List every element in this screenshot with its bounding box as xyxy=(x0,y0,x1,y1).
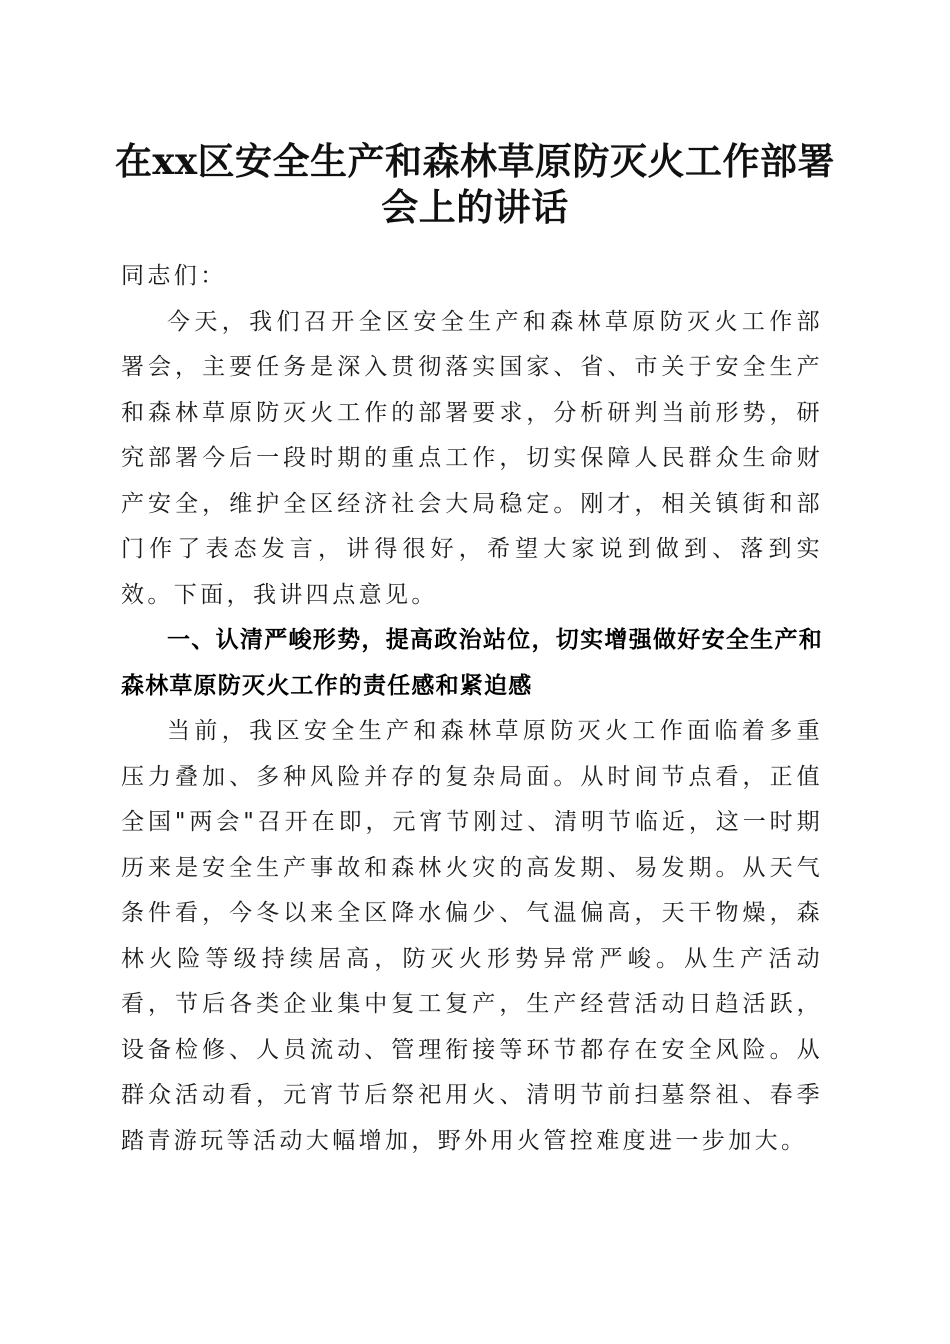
salutation: 同志们： xyxy=(121,263,227,289)
intro-paragraph: 今天，我们召开全区安全生产和森林草原防灭火工作部署会，主要任务是深入贯彻落实国家、省、市关于安全生产和森林草原防灭火工作的部署要求，分析研判当前形势，研究部署今后一段时期的重点工作，切实保障人民群众生命财产安全，维护全区经济社会大局稳定。刚才，相关镇街和部门作了表态发言，讲得很好，希望大家说到做到、落到实效。下面，我讲四点意见。 xyxy=(121,308,823,608)
document-title xyxy=(100,138,850,230)
title-line-2: 会上的讲话 xyxy=(381,185,569,229)
section-heading-1: 一、认清严峻形势，提高政治站位，切实增强做好安全生产和森林草原防灭火工作的责任感和紧迫感 xyxy=(121,627,823,699)
section-paragraph-1: 当前，我区安全生产和森林草原防灭火工作面临着多重压力叠加、多种风险并存的复杂局面。从时间节点看，正值全国"两会"召开在即，元宵节刚过、清明节临近，这一时期历来是安全生产事故和森林火灾的高发期、易发期。从天气条件看，今冬以来全区降水偏少、气温偏高，天干物燥，森林火险等级持续居高，防灭火形势异常严峻。从生产活动看，节后各类企业集中复工复产，生产经营活动日趋活跃，设备检修、人员流动、管理衔接等环节都存在安全风险。从群众活动看，元宵节后祭祀用火、清明节前扫墓祭祖、春季踏青游玩等活动大幅增加，野外用火管控难度进一步加大。 xyxy=(121,718,823,1154)
title-line-1: 在xx区安全生产和森林草原防灭火工作部署 xyxy=(114,139,836,183)
document-body xyxy=(121,254,823,1164)
